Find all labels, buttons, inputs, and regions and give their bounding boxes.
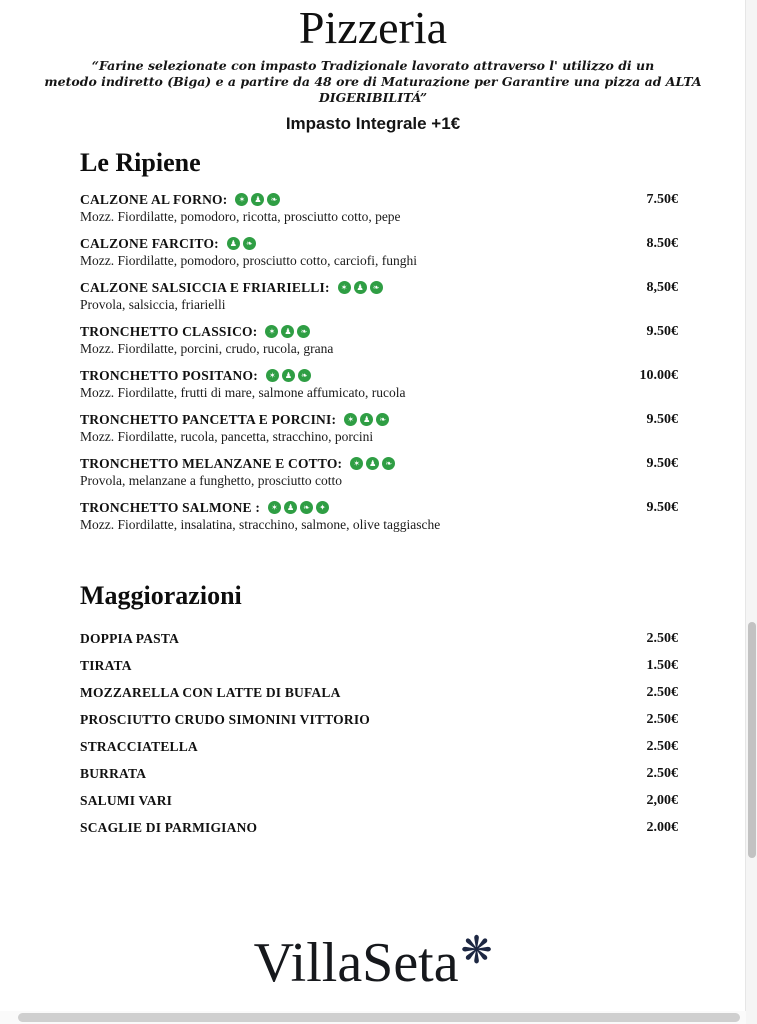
- section-ripiene: [80, 148, 678, 533]
- menu-item-name: CALZONE SALSICCIA E FRIARIELLI:: [80, 280, 330, 295]
- menu-item-name: TRONCHETTO MELANZANE E COTTO:: [80, 456, 343, 471]
- chili-icon: ✶: [344, 413, 357, 426]
- extra-item-name: DOPPIA PASTA: [80, 631, 180, 646]
- extra-item-price: 2.50€: [646, 631, 678, 646]
- extra-item: [80, 652, 678, 679]
- menu-item-icons: [232, 193, 280, 206]
- menu-item-price: 9.50€: [646, 500, 678, 515]
- menu-item-description: Mozz. Fiordilatte, pomodoro, ricotta, prosciutto cotto, pepe: [80, 209, 401, 224]
- section-heading-ripiene: Le Ripiene: [80, 148, 201, 177]
- menu-item-name: CALZONE FARCITO:: [80, 236, 219, 251]
- tagline-line1: “Farine selezionate con impasto Tradizionale lavorato attraverso l' utilizzo di un: [91, 58, 655, 73]
- menu-item-icons: [265, 501, 329, 514]
- menu-item-description: Mozz. Fiordilatte, frutti di mare, salmone affumicato, rucola: [80, 385, 406, 400]
- extra-item: [80, 706, 678, 733]
- chili-icon: ✶: [268, 501, 281, 514]
- maggiorazioni-list: [80, 625, 678, 841]
- leaf-icon: ❧: [376, 413, 389, 426]
- fish-icon: ✦: [316, 501, 329, 514]
- menu-item-description: Provola, melanzane a funghetto, prosciutto cotto: [80, 473, 343, 488]
- person-icon: ♟: [354, 281, 367, 294]
- menu-item-header: [80, 498, 678, 517]
- menu-item-icons: [263, 369, 311, 382]
- leaf-icon: ❧: [267, 193, 280, 206]
- extra-item-name: BURRATA: [80, 766, 147, 781]
- horizontal-scrollbar-thumb[interactable]: [18, 1013, 740, 1022]
- extra-item-name: TIRATA: [80, 658, 132, 673]
- menu-item-description: Provola, salsiccia, friarielli: [80, 297, 226, 312]
- person-icon: ♟: [282, 369, 295, 382]
- extra-item: [80, 814, 678, 841]
- tagline: [30, 58, 716, 106]
- extra-item-price: 2.50€: [646, 685, 678, 700]
- menu-content: [80, 148, 678, 841]
- person-icon: ♟: [251, 193, 264, 206]
- menu-item: [80, 234, 678, 269]
- extra-item-price: 2.50€: [646, 712, 678, 727]
- menu-item-price: 9.50€: [646, 412, 678, 427]
- starburst-icon: ❋: [460, 928, 493, 972]
- extra-item-price: 2,00€: [646, 793, 678, 808]
- menu-item-price: 8.50€: [646, 236, 678, 251]
- extra-item-name: SCAGLIE DI PARMIGIANO: [80, 820, 258, 835]
- menu-item-icons: [262, 325, 310, 338]
- extra-item-name: MOZZARELLA CON LATTE DI BUFALA: [80, 685, 341, 700]
- menu-item: [80, 322, 678, 357]
- leaf-icon: ❧: [300, 501, 313, 514]
- chili-icon: ✶: [235, 193, 248, 206]
- person-icon: ♟: [366, 457, 379, 470]
- menu-item-price: 8,50€: [646, 280, 678, 295]
- extra-item-price: 2.50€: [646, 766, 678, 781]
- menu-item-icons: [335, 281, 383, 294]
- menu-item: [80, 190, 678, 225]
- menu-item: [80, 366, 678, 401]
- person-icon: ♟: [227, 237, 240, 250]
- menu-item: [80, 498, 678, 533]
- leaf-icon: ❧: [298, 369, 311, 382]
- chili-icon: ✶: [265, 325, 278, 338]
- person-icon: ♟: [281, 325, 294, 338]
- menu-item-icons: [224, 237, 256, 250]
- ripiene-list: [80, 190, 678, 533]
- impasto-note: Impasto Integrale +1€: [285, 114, 461, 133]
- chili-icon: ✶: [266, 369, 279, 382]
- menu-item-header: [80, 410, 678, 429]
- chili-icon: ✶: [350, 457, 363, 470]
- leaf-icon: ❧: [370, 281, 383, 294]
- menu-item-header: [80, 234, 678, 253]
- extra-item-name: STRACCIATELLA: [80, 739, 198, 754]
- extra-item-price: 2.00€: [646, 820, 678, 835]
- brand-wordmark: VillaSeta: [253, 932, 459, 994]
- menu-item-icons: [347, 457, 395, 470]
- menu-item-header: [80, 322, 678, 341]
- extra-item-price: 2.50€: [646, 739, 678, 754]
- extra-item: [80, 760, 678, 787]
- menu-item-price: 7.50€: [646, 192, 678, 207]
- horizontal-scrollbar-track[interactable]: [0, 1011, 746, 1024]
- menu-item-description: Mozz. Fiordilatte, porcini, crudo, rucola, grana: [80, 341, 334, 356]
- extra-item: [80, 733, 678, 760]
- person-icon: ♟: [284, 501, 297, 514]
- menu-item-price: 10.00€: [639, 368, 678, 383]
- menu-item-name: TRONCHETTO CLASSICO:: [80, 324, 258, 339]
- menu-item-name: TRONCHETTO SALMONE :: [80, 500, 261, 515]
- menu-item-name: CALZONE AL FORNO:: [80, 192, 228, 207]
- extra-item: [80, 679, 678, 706]
- menu-item-icons: [341, 413, 389, 426]
- menu-item-name: TRONCHETTO PANCETTA E PORCINI:: [80, 412, 337, 427]
- leaf-icon: ❧: [243, 237, 256, 250]
- menu-item-price: 9.50€: [646, 324, 678, 339]
- extra-item: [80, 625, 678, 652]
- menu-item-description: Mozz. Fiordilatte, rucola, pancetta, stracchino, porcini: [80, 429, 374, 444]
- menu-item-header: [80, 454, 678, 473]
- chili-icon: ✶: [338, 281, 351, 294]
- menu-item-description: Mozz. Fiordilatte, pomodoro, prosciutto cotto, carciofi, funghi: [80, 253, 418, 268]
- vertical-scrollbar-track[interactable]: [745, 0, 757, 1024]
- menu-item-header: [80, 190, 678, 209]
- leaf-icon: ❧: [297, 325, 310, 338]
- extra-item-name: PROSCIUTTO CRUDO SIMONINI VITTORIO: [80, 712, 370, 727]
- section-maggiorazioni: [80, 581, 678, 841]
- extra-item-price: 1.50€: [646, 658, 678, 673]
- extra-item-name: SALUMI VARI: [80, 793, 173, 808]
- menu-item: [80, 410, 678, 445]
- page-title: Pizzeria: [298, 2, 448, 53]
- leaf-icon: ❧: [382, 457, 395, 470]
- vertical-scrollbar-thumb[interactable]: [748, 622, 756, 858]
- extra-item: [80, 787, 678, 814]
- menu-item-name: TRONCHETTO POSITANO:: [80, 368, 258, 383]
- menu-item-price: 9.50€: [646, 456, 678, 471]
- person-icon: ♟: [360, 413, 373, 426]
- footer: [0, 928, 746, 995]
- section-heading-maggiorazioni: Maggiorazioni: [80, 581, 242, 610]
- menu-item-description: Mozz. Fiordilatte, insalatina, stracchino, salmone, olive taggiasche: [80, 517, 441, 532]
- menu-item: [80, 454, 678, 489]
- tagline-line2: metodo indiretto (Biga) e a partire da 48 ore di Maturazione per Garantire una pizza ad ALTA DIGERIBILITÁ”: [44, 74, 702, 105]
- menu-item: [80, 278, 678, 313]
- menu-item-header: [80, 366, 678, 385]
- menu-item-header: [80, 278, 678, 297]
